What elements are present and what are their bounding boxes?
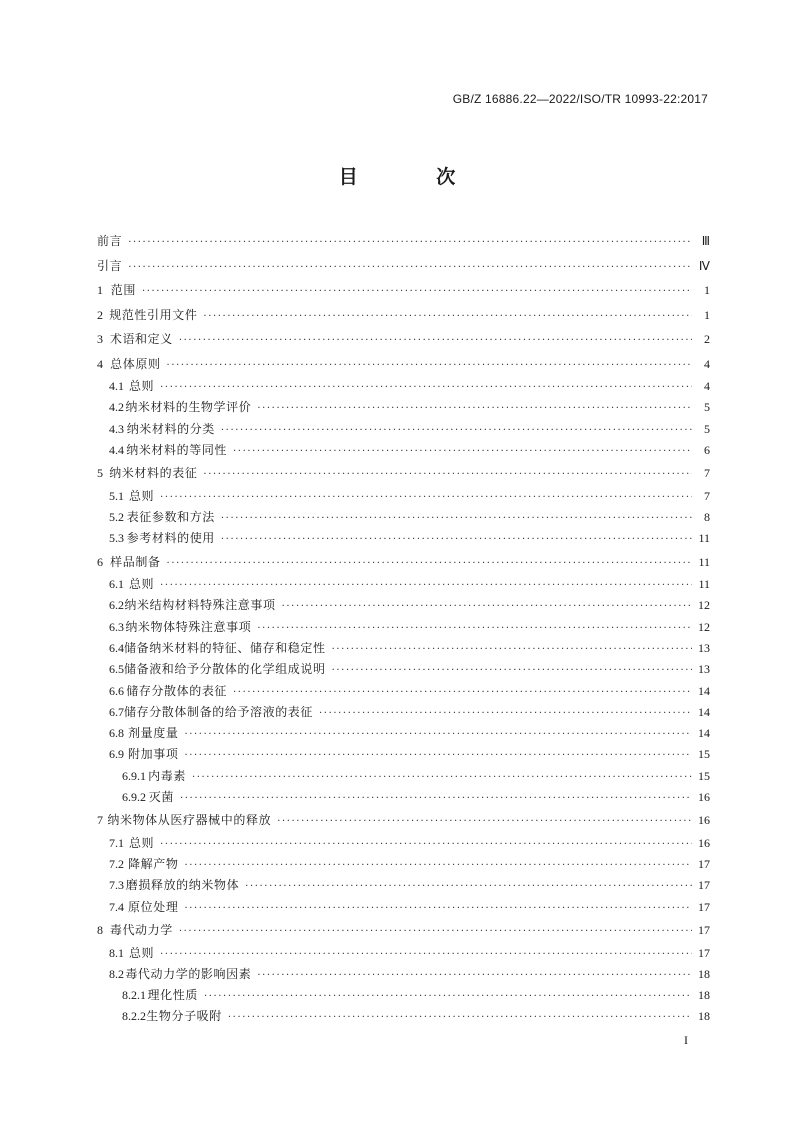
toc-entry-label: 总则	[128, 577, 155, 592]
toc-entry-page: 15	[698, 747, 710, 762]
toc-entry-number: 6.9.1	[122, 768, 146, 783]
toc-entry-label: 纳米材料的分类	[126, 421, 215, 436]
toc-entry-label: 术语和定义	[109, 332, 173, 346]
toc-entry-page: 18	[698, 1009, 710, 1024]
toc-entry-label: 毒代动力学的影响因素	[125, 966, 252, 981]
toc-entry[interactable]	[97, 875, 710, 896]
toc-entry-label: 总则	[128, 488, 155, 503]
toc-entry-label: 储备液和给予分散体的化学组成说明	[124, 662, 326, 677]
toc-entry[interactable]	[97, 229, 710, 254]
toc-entry[interactable]	[97, 278, 710, 303]
toc-entry-number: 4.1	[109, 379, 124, 393]
toc-dot-leader	[332, 639, 692, 660]
toc-entry-label: 前言	[97, 234, 123, 248]
toc-entry[interactable]	[97, 985, 710, 1006]
toc-entry-number: 5.3	[109, 531, 124, 546]
toc-entry-page: Ⅲ	[701, 234, 710, 248]
toc-entry-label: 附加事项	[128, 747, 179, 762]
toc-entry-number: 6.9.2	[122, 790, 146, 805]
toc-entry-number: 7.2	[109, 857, 124, 872]
toc-entry-page: 1	[704, 283, 710, 297]
toc-dot-leader	[221, 508, 692, 529]
toc-entry-label: 纳米材料的生物学评价	[125, 400, 252, 415]
toc-entry-number: 6.8	[109, 726, 124, 741]
toc-dot-leader	[233, 441, 692, 462]
toc-entry[interactable]	[97, 766, 710, 787]
toc-dot-leader	[319, 703, 692, 724]
toc-entry[interactable]	[97, 303, 710, 328]
toc-entry-number: 8.2.2	[122, 1009, 146, 1024]
toc-dot-leader	[184, 724, 692, 745]
toc-entry-number: 6.3	[109, 619, 124, 634]
toc-dot-leader	[179, 329, 692, 354]
toc-entry[interactable]	[97, 617, 710, 638]
toc-entry-page: 17	[698, 857, 710, 872]
toc-entry-page: 13	[698, 640, 710, 655]
table-of-contents	[97, 229, 710, 1028]
toc-entry-page: 7	[704, 466, 710, 481]
toc-entry-page: 15	[698, 768, 710, 783]
standard-number-header: GB/Z 16886.22—2022/ISO/TR 10993-22:2017	[452, 92, 708, 106]
toc-entry[interactable]	[97, 897, 710, 918]
toc-entry-label: 储存分散体的表征	[126, 683, 228, 698]
toc-entry-number: 6.2	[109, 598, 124, 613]
toc-entry[interactable]	[97, 964, 710, 985]
toc-entry-page: 14	[698, 726, 710, 741]
toc-entry[interactable]	[97, 808, 710, 833]
toc-entry-label: 内毒素	[148, 768, 186, 783]
toc-dot-leader	[184, 745, 692, 766]
toc-entry-number: 6.9	[109, 747, 124, 762]
toc-entry[interactable]	[97, 681, 710, 702]
toc-dot-leader	[192, 767, 692, 788]
toc-entry-label: 生物分子吸附	[146, 1009, 222, 1024]
toc-entry-number: 7.3	[109, 878, 124, 893]
toc-entry[interactable]	[97, 638, 710, 659]
toc-entry[interactable]	[97, 254, 710, 279]
toc-entry-number: 5	[97, 466, 103, 481]
toc-entry-page: 18	[698, 966, 710, 981]
toc-entry-label: 纳米结构材料特殊注意事项	[124, 598, 276, 613]
toc-entry-number: 1	[97, 283, 103, 297]
toc-entry[interactable]	[97, 486, 710, 507]
toc-dot-leader	[142, 280, 692, 305]
toc-entry-number: 6.6	[109, 683, 124, 698]
toc-entry-label: 原位处理	[128, 899, 179, 914]
toc-dot-leader	[179, 920, 692, 945]
toc-entry-label: 纳米材料的表征	[109, 466, 198, 481]
toc-entry-label: 磨损释放的纳米物体	[125, 878, 240, 893]
toc-entry-page: 4	[704, 356, 710, 371]
toc-dot-leader	[128, 231, 692, 256]
toc-dot-leader	[184, 898, 692, 919]
toc-dot-leader	[167, 354, 692, 379]
toc-entry-label: 参考材料的使用	[126, 531, 215, 546]
toc-entry-label: 样品制备	[110, 554, 161, 569]
toc-entry[interactable]	[97, 1006, 710, 1027]
toc-entry-page: 11	[698, 531, 710, 546]
toc-entry[interactable]	[97, 550, 710, 575]
toc-dot-leader	[233, 682, 692, 703]
toc-entry[interactable]	[97, 918, 710, 943]
toc-entry-label: 剂量度量	[128, 726, 179, 741]
toc-dot-leader	[257, 398, 692, 419]
toc-entry-page: 11	[698, 577, 710, 592]
toc-entry[interactable]	[97, 419, 710, 440]
toc-entry-label: 纳米物体特殊注意事项	[125, 619, 252, 634]
toc-entry-page: 7	[704, 488, 710, 503]
toc-dot-leader	[203, 463, 692, 488]
toc-entry-page: 16	[698, 813, 710, 828]
toc-entry-page: 16	[698, 790, 710, 805]
toc-entry-number: 3	[97, 332, 103, 346]
toc-entry-page: 5	[704, 400, 710, 415]
toc-entry-page: 5	[704, 421, 710, 436]
toc-dot-leader	[203, 305, 692, 330]
toc-dot-leader	[180, 788, 692, 809]
toc-dot-leader	[257, 965, 692, 986]
toc-entry[interactable]	[97, 528, 710, 549]
toc-dot-leader	[257, 618, 692, 639]
toc-entry[interactable]	[97, 833, 710, 854]
toc-entry-number: 2	[97, 307, 103, 322]
toc-entry-page: 18	[698, 988, 710, 1003]
toc-entry-label: 总体原则	[110, 356, 161, 371]
toc-entry-number: 8.1	[109, 945, 124, 960]
toc-entry-label: 储备纳米材料的特征、储存和稳定性	[124, 640, 326, 655]
toc-entry-label: 引言	[97, 258, 123, 273]
toc-entry-number: 6.1	[109, 577, 124, 592]
toc-dot-leader	[282, 596, 692, 617]
toc-entry[interactable]	[97, 397, 710, 418]
toc-dot-leader	[277, 810, 692, 835]
toc-entry-label: 降解产物	[128, 857, 179, 872]
toc-dot-leader	[184, 855, 692, 876]
toc-entry-label: 范围	[110, 283, 136, 297]
toc-dot-leader	[221, 420, 692, 441]
toc-entry[interactable]	[97, 352, 710, 377]
toc-entry[interactable]	[97, 440, 710, 461]
toc-entry-label: 规范性引用文件	[109, 307, 198, 322]
toc-entry-label: 储存分散体制备的给予溶液的表征	[124, 704, 314, 719]
toc-entry[interactable]	[97, 787, 710, 808]
toc-entry[interactable]	[97, 507, 710, 528]
toc-dot-leader	[204, 986, 692, 1007]
toc-dot-leader	[167, 552, 692, 577]
toc-entry-number: 4	[97, 356, 103, 371]
toc-dot-leader	[160, 944, 692, 965]
toc-entry-page: 2	[704, 332, 710, 346]
toc-entry[interactable]	[97, 854, 710, 875]
toc-entry-number: 6.4	[109, 640, 124, 655]
toc-entry-number: 8.2	[109, 966, 124, 981]
toc-entry-number: 6	[97, 554, 103, 569]
toc-entry-page: 1	[704, 307, 710, 322]
toc-entry-label: 总则	[128, 945, 155, 960]
toc-entry-number: 8.2.1	[122, 988, 146, 1003]
toc-entry-page: 13	[698, 662, 710, 677]
toc-entry-label: 总则	[128, 379, 155, 393]
toc-dot-leader	[160, 834, 692, 855]
toc-entry-number: 7.4	[109, 899, 124, 914]
toc-entry-label: 纳米物体从医疗器械中的释放	[107, 813, 272, 828]
toc-entry-page: 14	[698, 683, 710, 698]
toc-entry-number: 4.4	[109, 442, 124, 457]
toc-entry-label: 灭菌	[148, 790, 174, 805]
toc-entry-number: 4.3	[109, 421, 124, 436]
toc-entry-page: 17	[698, 899, 710, 914]
toc-entry-page: 4	[704, 379, 710, 393]
toc-entry[interactable]	[97, 659, 710, 680]
toc-entry-label: 表征参数和方法	[126, 509, 215, 524]
toc-entry-label: 理化性质	[147, 988, 198, 1003]
toc-entry[interactable]	[97, 595, 710, 616]
toc-entry-number: 5.1	[109, 488, 124, 503]
toc-dot-leader	[160, 575, 692, 596]
toc-entry-page: 17	[698, 945, 710, 960]
toc-entry-number: 4.2	[109, 400, 124, 415]
toc-entry-label: 总则	[128, 835, 155, 850]
page-number-footer: I	[684, 1033, 688, 1047]
toc-entry[interactable]	[97, 376, 710, 397]
toc-entry-page: 11	[698, 554, 710, 569]
toc-dot-leader	[228, 1007, 692, 1028]
toc-dot-leader	[128, 256, 692, 281]
toc-entry-page: 17	[698, 923, 710, 938]
page-title: 目 次	[338, 166, 492, 188]
toc-entry-page: 12	[698, 598, 710, 613]
toc-entry-number: 7.1	[109, 835, 124, 850]
toc-dot-leader	[160, 377, 692, 398]
toc-entry[interactable]	[97, 327, 710, 352]
toc-entry[interactable]	[97, 461, 710, 486]
toc-entry-page: 6	[704, 442, 710, 457]
toc-entry-number: 5.2	[109, 509, 124, 524]
toc-entry[interactable]	[97, 943, 710, 964]
toc-entry-label: 纳米材料的等同性	[126, 442, 228, 457]
toc-entry[interactable]	[97, 723, 710, 744]
toc-entry-page: Ⅳ	[698, 258, 710, 273]
toc-entry-number: 7	[97, 813, 103, 828]
toc-entry-page: 17	[698, 878, 710, 893]
toc-entry-number: 6.5	[109, 662, 124, 677]
toc-dot-leader	[160, 487, 692, 508]
toc-entry-page: 12	[698, 619, 710, 634]
toc-entry-number: 8	[97, 923, 103, 938]
toc-dot-leader	[332, 660, 692, 681]
toc-entry-page: 14	[698, 704, 710, 719]
toc-entry-number: 6.7	[109, 704, 124, 719]
toc-entry-page: 16	[698, 835, 710, 850]
toc-entry[interactable]	[97, 702, 710, 723]
toc-dot-leader	[245, 876, 692, 897]
toc-entry[interactable]	[97, 744, 710, 765]
toc-entry-label: 毒代动力学	[109, 923, 173, 938]
toc-entry-page: 8	[704, 509, 710, 524]
toc-dot-leader	[221, 529, 692, 550]
toc-entry[interactable]	[97, 574, 710, 595]
